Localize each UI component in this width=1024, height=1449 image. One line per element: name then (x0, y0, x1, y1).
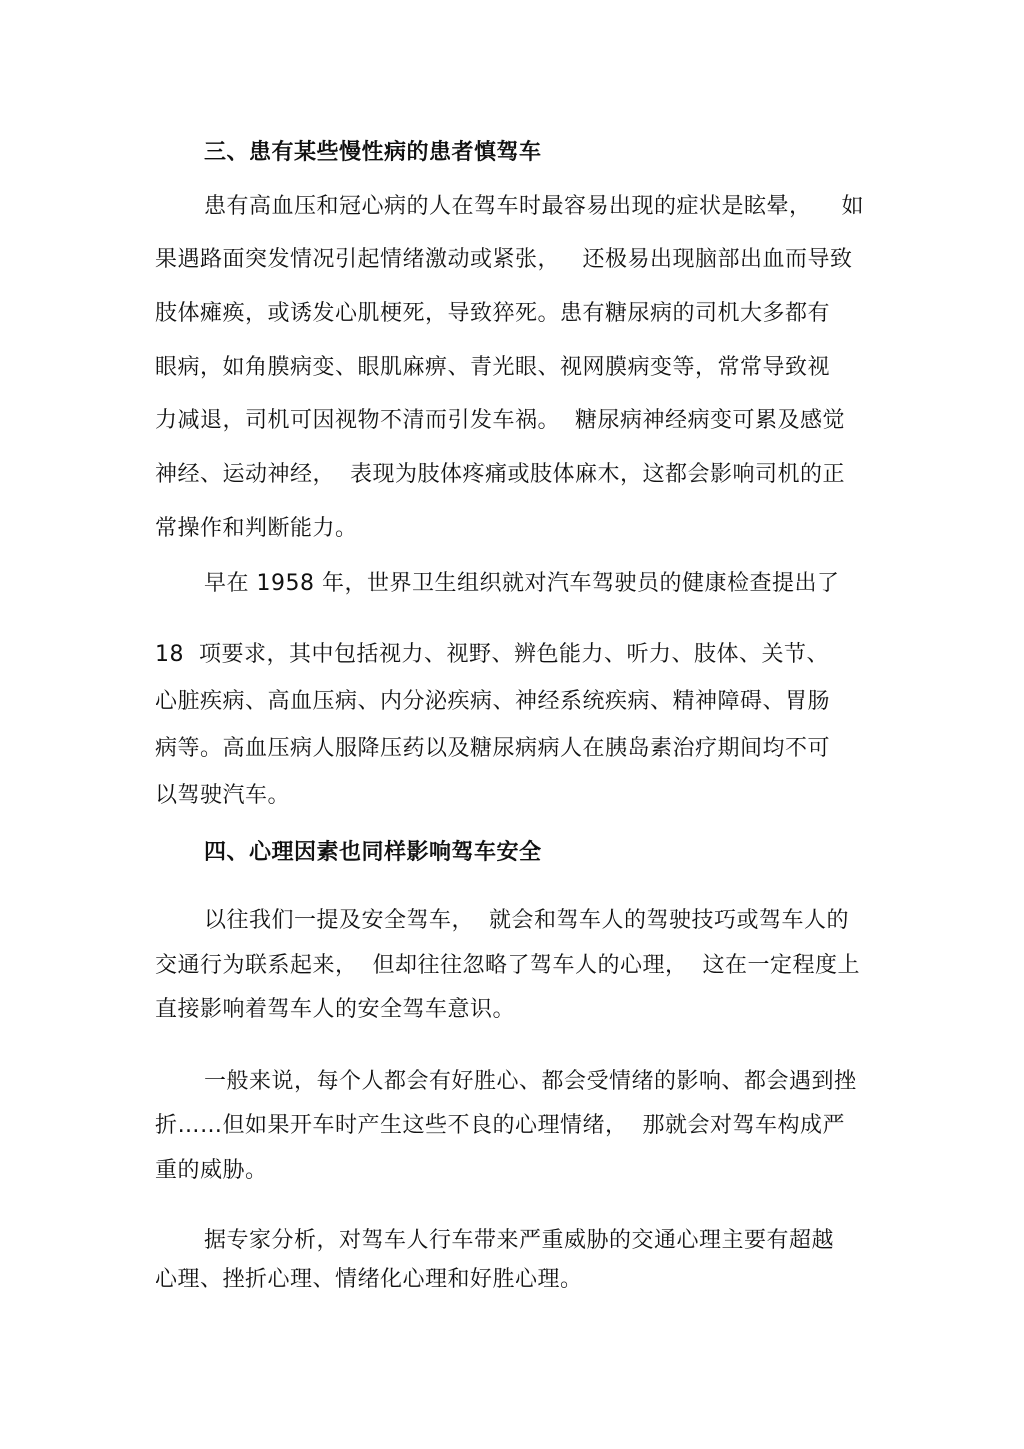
section-heading-4: 四、心理因素也同样影响驾车安全 (204, 840, 542, 865)
paragraph-line: 患有高血压和冠心病的人在驾车时最容易出现的症状是眩晕， 如 (204, 194, 864, 219)
paragraph-line: 据专家分析，对驾车人行车带来严重威胁的交通心理主要有超越 (204, 1228, 835, 1253)
paragraph-line: 以往我们一提及安全驾车， 就会和驾车人的驾驶技巧或驾车人的 (204, 908, 849, 933)
paragraph-line: 以驾驶汽车。 (155, 783, 291, 808)
paragraph-line: 眼病，如角膜病变、眼肌麻痹、青光眼、视网膜病变等，常常导致视 (155, 355, 831, 380)
paragraph-line: 果遇路面突发情况引起情绪激动或紧张， 还极易出现脑部出血而导致 (155, 247, 853, 272)
paragraph-line: 18 项要求，其中包括视力、视野、辨色能力、听力、肢体、关节、 (155, 642, 829, 667)
paragraph-line: 病等。高血压病人服降压药以及糖尿病病人在胰岛素治疗期间均不可 (155, 736, 831, 761)
paragraph-line: 心脏疾病、高血压病、内分泌疾病、神经系统疾病、精神障碍、胃肠 (155, 689, 831, 714)
paragraph-line: 直接影响着驾车人的安全驾车意识。 (155, 997, 516, 1022)
paragraph-line: 力减退，司机可因视物不清而引发车祸。 糖尿病神经病变可累及感觉 (155, 408, 845, 433)
section-heading-3: 三、患有某些慢性病的患者慎驾车 (204, 140, 542, 165)
paragraph-line: 常操作和判断能力。 (155, 516, 358, 541)
paragraph-line: 一般来说，每个人都会有好胜心、都会受情绪的影响、都会遇到挫 (204, 1069, 857, 1094)
paragraph-line: 早在 1958 年，世界卫生组织就对汽车驾驶员的健康检查提出了 (204, 571, 840, 596)
paragraph-line: 神经、运动神经， 表现为肢体疼痛或肢体麻木，这都会影响司机的正 (155, 462, 845, 487)
paragraph-line: 交通行为联系起来， 但却往往忽略了驾车人的心理， 这在一定程度上 (155, 953, 860, 978)
paragraph-line: 折……但如果开车时产生这些不良的心理情绪， 那就会对驾车构成严 (155, 1113, 845, 1138)
paragraph-line: 重的威胁。 (155, 1158, 268, 1183)
paragraph-line: 肢体瘫痪，或诱发心肌梗死，导致猝死。患有糖尿病的司机大多都有 (155, 301, 831, 326)
paragraph-line: 心理、挫折心理、情绪化心理和好胜心理。 (155, 1267, 583, 1292)
